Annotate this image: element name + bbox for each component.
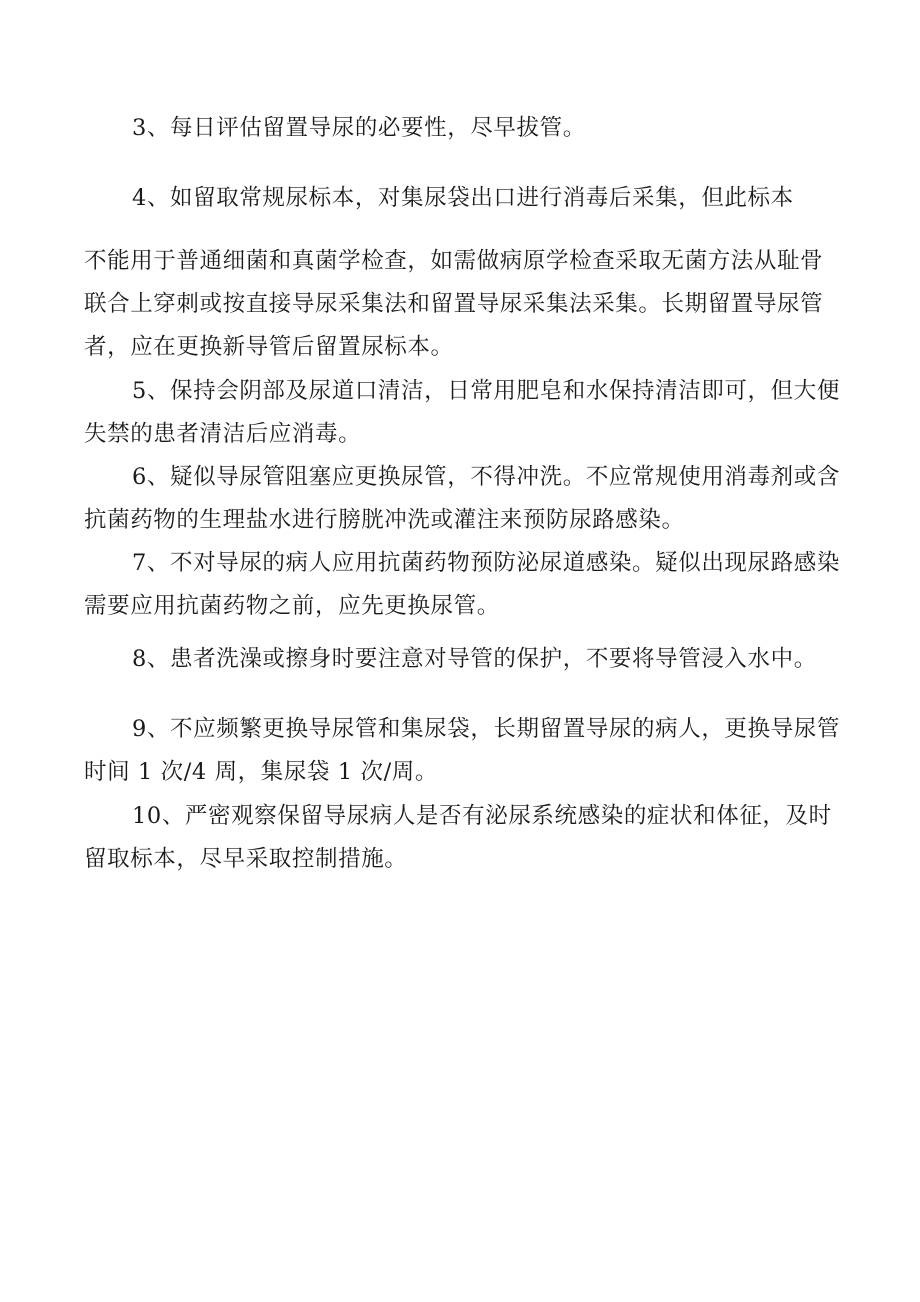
paragraph-item-4-first-line: 4、如留取常规尿标本，对集尿袋出口进行消毒后采集，但此标本	[132, 185, 794, 211]
paragraph-item-10: 10、严密观察保留导尿病人是否有泌尿系统感染的症状和体征，及时留取标本，尽早采取控制措施。	[84, 803, 832, 872]
paragraph-item-8: 8、患者洗澡或擦身时要注意对导管的保护，不要将导管浸入水中。	[132, 646, 817, 672]
paragraph-item-5: 5、保持会阴部及尿道口清洁，日常用肥皂和水保持清洁即可，但大便失禁的患者清洁后应消毒。	[84, 378, 840, 447]
paragraph-item-4-continued: 不能用于普通细菌和真菌学检查，如需做病原学检查采取无菌方法从耻骨联合上穿刺或按直接导尿采集法和留置导尿采集法采集。长期留置导尿管者，应在更换新导管后留置尿标本。	[84, 248, 824, 360]
paragraph-item-6: 6、疑似导尿管阻塞应更换尿管，不得冲洗。不应常规使用消毒剂或含抗菌药物的生理盐水进行膀胱冲洗或灌注来预防尿路感染。	[84, 464, 840, 533]
paragraph-item-7: 7、不对导尿的病人应用抗菌药物预防泌尿道感染。疑似出现尿路感染需要应用抗菌药物之前，应先更换尿管。	[84, 550, 840, 619]
paragraph-item-9: 9、不应频繁更换导尿管和集尿袋，长期留置导尿的病人，更换导尿管时间 1 次/4 周，集尿袋 1 次/周。	[84, 716, 840, 785]
paragraph-item-3: 3、每日评估留置导尿的必要性，尽早拔管。	[132, 115, 586, 141]
